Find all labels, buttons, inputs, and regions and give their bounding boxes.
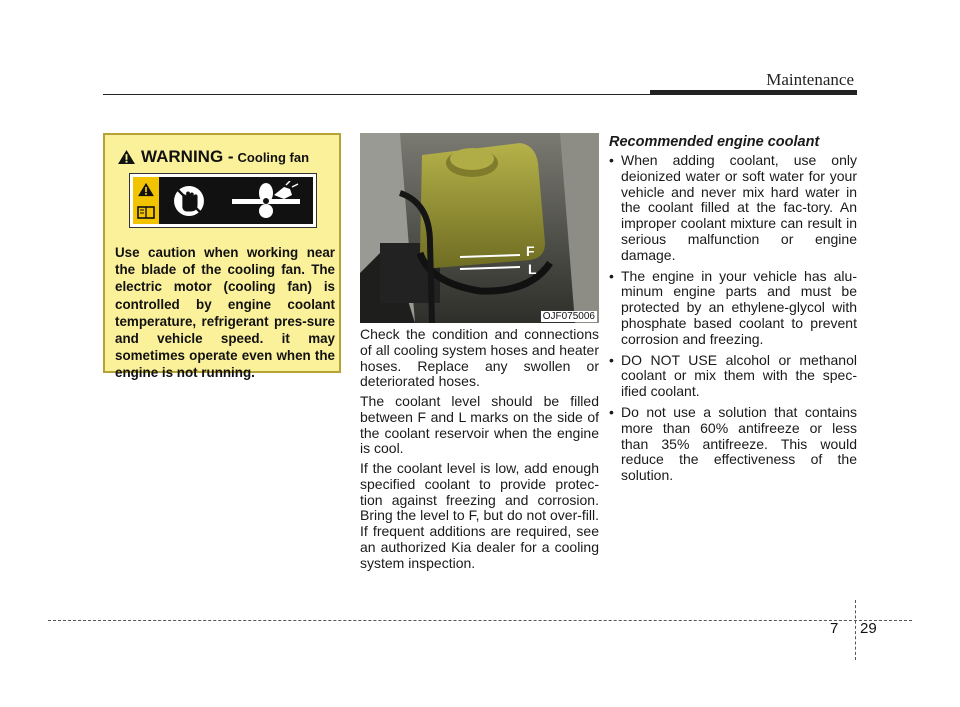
recommended-coolant-heading: Recommended engine coolant <box>609 134 820 150</box>
list-item: • When adding coolant, use only deionized water or soft water for your vehicle and never mix hard water in the coolant filled at the fac-tory. An improper coolant mixture can result in serious malfunction or engine damage. <box>609 152 857 263</box>
warning-word: WARNING - <box>141 147 234 166</box>
section-title: Maintenance <box>766 70 854 89</box>
list-item: • Do not use a solution that contains more than 60% antifreeze or less than 35% antifreeze. This would reduce the effectiveness of the solution. <box>609 403 857 484</box>
warning-triangle-icon <box>117 149 136 165</box>
photo-code: OJF075006 <box>542 311 595 322</box>
fan-warning-label-image <box>129 173 317 228</box>
coolant-reservoir-photo <box>360 133 599 323</box>
footer-divider <box>855 600 856 660</box>
list-item: • The engine in your vehicle has alu-minum engine parts and must be protected by an ethylene-glycol with phosphate based coolant to prevent corrosion and freezing. <box>609 267 857 347</box>
list-item: • DO NOT USE alcohol or methanol coolant or mix them with the spec-ified coolant. <box>609 351 857 400</box>
page-number: 29 <box>860 620 877 637</box>
manual-book-icon <box>137 206 155 219</box>
footer-rule <box>48 620 912 621</box>
paragraph-coolant-level: The coolant level should be filled between F and L marks on the side of the coolant reservoir when the engine is cool. <box>360 393 599 457</box>
warning-text: Use caution when working near the blade of the cooling fan. The electric motor (cooling fan) is controlled by engine coolant temperature, refrigerant pres-sure and vehicle speed. it may sometimes operate even when the engine is not running. <box>115 245 335 381</box>
marker-l: L <box>528 261 537 277</box>
no-hand-icon <box>170 182 208 220</box>
warning-subtitle: Cooling fan <box>237 149 310 165</box>
chapter-number: 7 <box>830 620 839 637</box>
coolant-bullet-list <box>609 153 857 489</box>
header-rule-accent <box>650 90 857 95</box>
paragraph-low-coolant: If the coolant level is low, add enough specified coolant to provide protec-tion against freezing and corrosion. Bring the level to F, but do not over-fill. If frequent additions are required, see an authorized Kia dealer for a cooling system inspection. <box>360 460 599 571</box>
marker-f: F <box>526 243 535 259</box>
paragraph-hoses: Check the condition and connections of all cooling system hoses and heater hoses. Replace any swollen or deteriorated hoses. <box>360 326 599 390</box>
cooling-fan-hand-icon <box>226 181 306 221</box>
small-warning-triangle-icon <box>137 182 155 197</box>
warning-heading <box>117 147 309 167</box>
warning-box <box>103 133 341 381</box>
